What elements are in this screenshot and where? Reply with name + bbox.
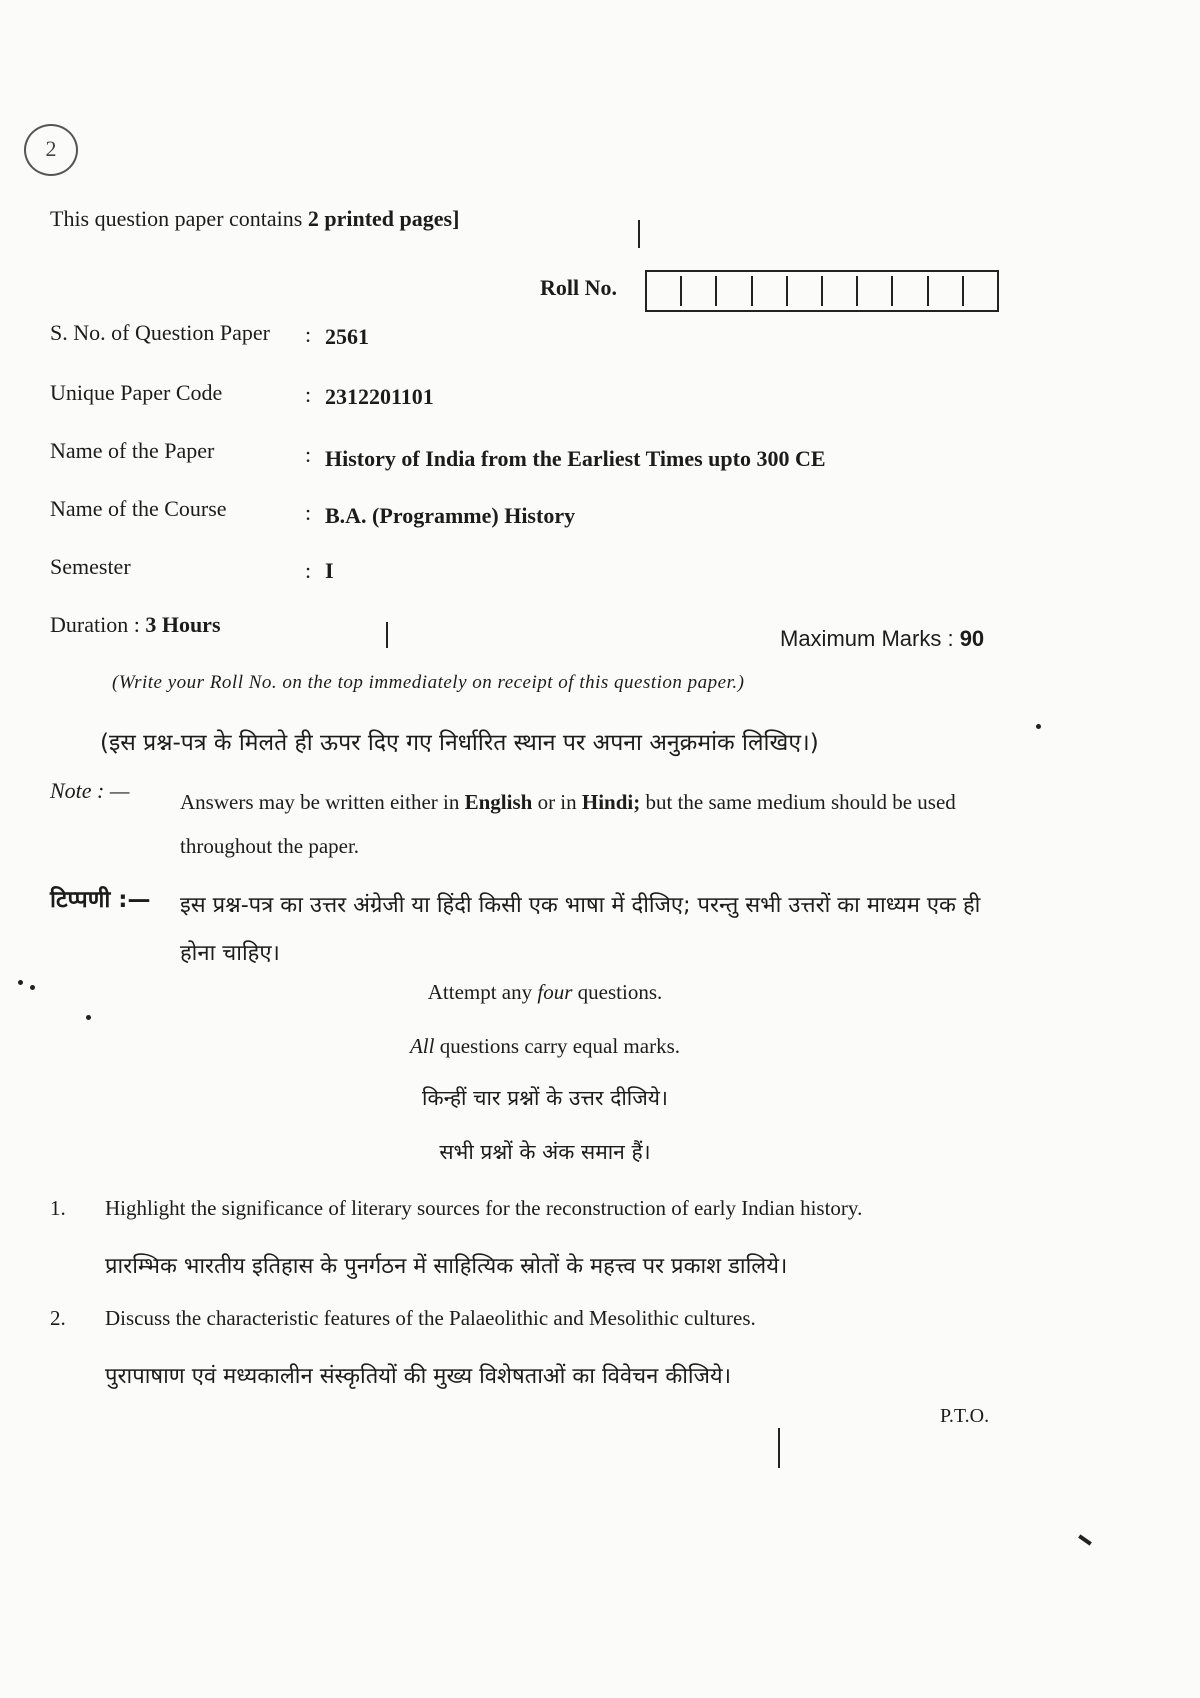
scan-mark [18,980,23,985]
pages-count: 2 printed pages] [307,206,460,231]
attempt-instruction-hindi: किन्हीं चार प्रश्नों के उत्तर दीजिये। [422,1086,668,1110]
instruction-english: (Write your Roll No. on the top immediately on receipt of this question paper.) [112,672,745,693]
attempt-instruction [0,980,1090,1005]
pages-info [50,206,459,232]
roll-box [647,276,682,306]
scan-mark [386,622,388,648]
equal-emphasis: All [409,1034,435,1058]
meta-colon: : [305,442,312,467]
roll-box [893,276,928,306]
note-label: Note : — [50,778,130,803]
pto-marker: P.T.O. [940,1405,990,1427]
scan-mark [1036,724,1041,729]
note-text [180,780,1000,868]
roll-number-label: Roll No. [540,275,617,300]
equal-marks-instruction-hindi: सभी प्रश्नों के अंक समान हैं। [439,1140,651,1164]
tippani-label: टिप्पणी :— [50,887,151,913]
roll-box [964,276,997,306]
question-text-english: Discuss the characteristic features of the Palaeolithic and Mesolithic cultures. [105,1306,756,1330]
roll-box [753,276,788,306]
scan-mark [86,1015,91,1020]
question-text-hindi: प्रारम्भिक भारतीय इतिहास के पुनर्गठन में साहित्यिक स्रोतों के महत्त्व पर प्रकाश डालिये। [105,1254,788,1279]
meta-value-serial: 2561 [325,324,369,349]
max-marks-value: 90 [959,626,985,651]
attempt-emphasis: four [537,980,573,1004]
meta-colon: : [305,500,312,525]
roll-box [823,276,858,306]
note-english-word: English [464,790,533,814]
meta-value-paper-code: 2312201101 [325,384,434,409]
duration [50,612,221,638]
max-marks [780,626,984,652]
instruction-hindi: (इस प्रश्न-पत्र के मिलते ही ऊपर दिए गए निर्धारित स्थान पर अपना अनुक्रमांक लिखिए।) [100,730,819,756]
meta-label-paper-code: Unique Paper Code [50,380,223,405]
meta-value-course: B.A. (Programme) History [325,503,576,528]
note-text-mid: or in [537,790,577,814]
meta-value-paper-name: History of India from the Earliest Times upto 300 CE [325,446,826,471]
roll-box [788,276,823,306]
question-text-hindi: पुरापाषाण एवं मध्यकालीन संस्कृतियों की मुख्य विशेषताओं का विवेचन कीजिये। [105,1364,732,1389]
attempt-prefix: Attempt any [427,980,533,1004]
meta-label-semester: Semester [50,554,131,579]
page-number-mark: 2 [24,124,78,176]
question-number: 1. [50,1196,66,1220]
meta-colon: : [305,382,312,407]
duration-value: 3 Hours [145,612,221,637]
scan-mark [30,985,35,990]
roll-box [858,276,893,306]
equal-suffix: questions carry equal marks. [439,1034,680,1058]
meta-value-semester: I [325,558,334,583]
roll-number-boxes [645,270,999,312]
meta-colon: : [305,322,312,347]
equal-marks-instruction [0,1034,1090,1059]
roll-box [929,276,964,306]
scan-mark [778,1428,780,1468]
pages-prefix: This question paper contains [50,206,303,231]
meta-label-course: Name of the Course [50,496,227,521]
note-text-after: but the same medium should be used throughout the paper. [180,790,956,858]
tippani-text: इस प्रश्न-पत्र का उत्तर अंग्रेजी या हिंदी किसी एक भाषा में दीजिए; परन्तु सभी उत्तरों का माध्यम एक ही होना चाहिए। [180,893,981,966]
note-hindi-word: Hindi; [581,790,641,814]
roll-box [717,276,752,306]
question-text-english: Highlight the significance of literary sources for the reconstruction of early Indian history. [105,1196,863,1220]
meta-label-paper-name: Name of the Paper [50,438,215,463]
duration-label: Duration : [50,612,140,637]
note-text-before: Answers may be written either in [180,790,460,814]
scan-mark [638,220,640,248]
meta-colon: : [305,558,312,583]
roll-box [682,276,717,306]
question-number: 2. [50,1306,66,1330]
attempt-suffix: questions. [577,980,663,1004]
meta-label-serial: S. No. of Question Paper [50,320,270,345]
scan-mark [1078,1534,1092,1545]
max-marks-label: Maximum Marks : [780,626,954,651]
